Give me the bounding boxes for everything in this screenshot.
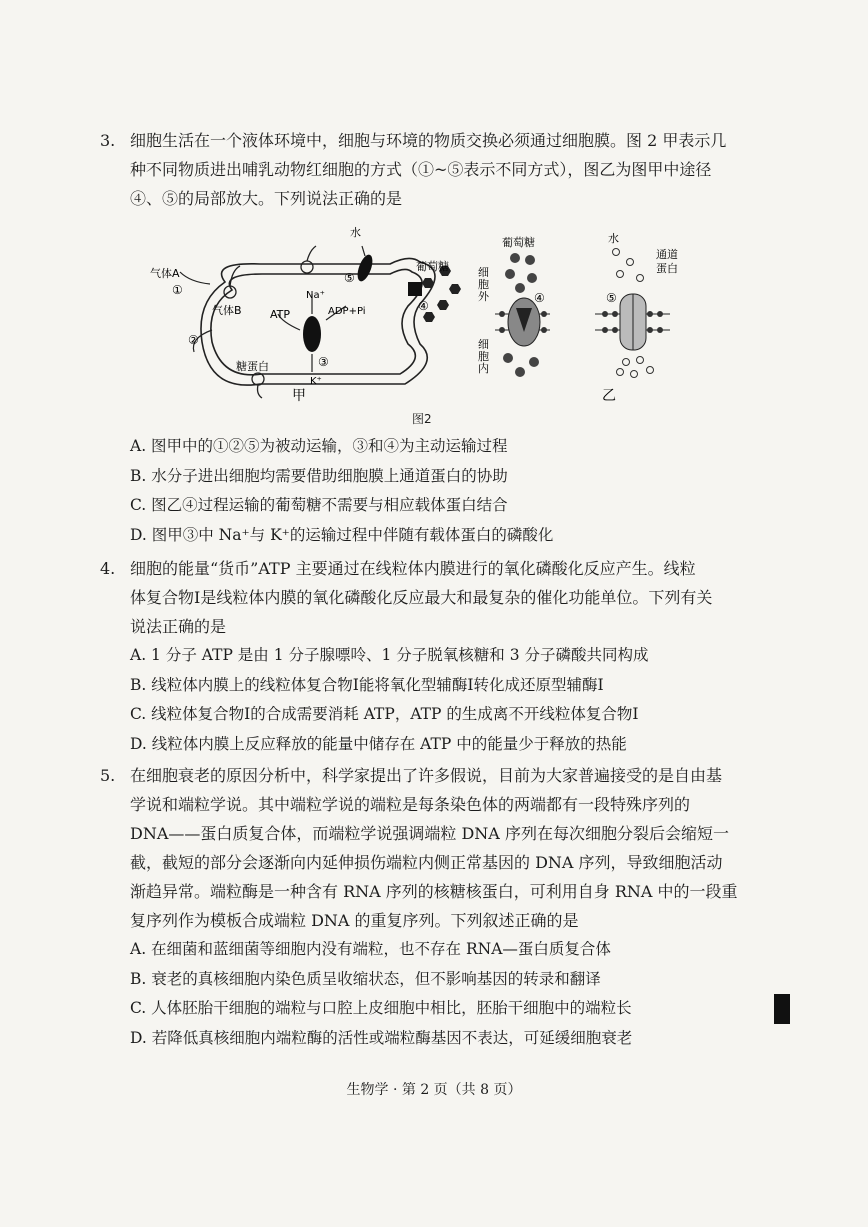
page-footer: 生物学 · 第 2 页（共 8 页） [346,1082,522,1098]
inside-char: 内 [478,362,489,375]
question-stem-line: 在细胞衰老的原因分析中，科学家提出了许多假说，目前为大家普遍接受的是自由基 [130,766,723,785]
panel-jia-label: 甲 [292,388,306,404]
circle-4-label: ④ [418,299,429,313]
question-stem-line: 渐趋异常。端粒酶是一种含有 RNA 序列的核糖核蛋白，可利用自身 RNA 中的一段重 [130,882,738,901]
glucose-label: 葡萄糖 [416,260,449,273]
option-c: C. 线粒体复合物Ⅰ的合成需要消耗 ATP，ATP 的生成离不开线粒体复合物Ⅰ [130,705,639,723]
yi-circle-4-label: ④ [534,291,545,305]
question-number: 3. [100,131,116,150]
question-stem-line: DNA——蛋白质复合体，而端粒学说强调端粒 DNA 序列在每次细胞分裂后会缩短一 [130,824,729,843]
question-stem-line: 说法正确的是 [130,617,227,636]
inside-char: 细 [478,338,489,351]
channel-label: 蛋白 [656,262,678,275]
outside-char: 外 [478,290,489,303]
question-3 [100,126,740,213]
k-label: K⁺ [310,376,322,387]
gas-a-label: 气体A [150,267,180,280]
membrane-transport-diagram [150,222,690,422]
question-stem-line: 体复合物Ⅰ是线粒体内膜的氧化磷酸化反应最大和最复杂的催化功能单位。下列有关 [130,588,713,607]
question-stem-line: 细胞生活在一个液体环境中，细胞与环境的物质交换必须通过细胞膜。图 2 甲表示几 [130,131,727,150]
option-b: B. 衰老的真核细胞内染色质呈收缩状态，但不影响基因的转录和翻译 [130,969,601,988]
option-a: A. 图甲中的①②⑤为被动运输，③和④为主动运输过程 [130,437,508,455]
yi-glucose-label: 葡萄糖 [502,236,535,249]
option-c: C. 人体胚胎干细胞的端粒与口腔上皮细胞中相比，胚胎干细胞中的端粒长 [130,999,632,1017]
outside-char: 胞 [478,278,489,291]
question-stem-line: ④、⑤的局部放大。下列说法正确的是 [130,189,403,208]
circle-1-label: ① [172,283,183,297]
channel-label: 通道 [656,248,678,261]
circle-3-label: ③ [318,355,329,369]
question-number: 4. [100,559,116,578]
yi-circle-5-label: ⑤ [606,291,617,305]
inside-char: 胞 [478,350,489,363]
question-stem-line: 细胞的能量“货币”ATP 主要通过在线粒体内膜进行的氧化磷酸化反应产生。线粒 [130,559,696,578]
option-a: A. 在细菌和蓝细菌等细胞内没有端粒，也不存在 RNA—蛋白质复合体 [130,940,611,958]
yi-water-label: 水 [608,232,619,245]
question-stem-line: 种不同物质进出哺乳动物红细胞的方式（①~⑤表示不同方式），图乙为图甲中途径 [130,160,712,179]
question-number: 5. [100,766,116,785]
option-b: B. 线粒体内膜上的线粒体复合物Ⅰ能将氧化型辅酶Ⅰ转化成还原型辅酶Ⅰ [130,675,604,694]
outside-char: 细 [478,266,489,279]
circle-2-label: ② [188,333,199,347]
na-label: Na⁺ [306,290,325,301]
question-3-options [100,432,740,550]
question-4 [100,554,740,759]
question-5 [100,761,740,1053]
option-a: A. 1 分子 ATP 是由 1 分子腺嘌呤、1 分子脱氧核糖和 3 分子磷酸共同构成 [130,646,649,664]
figure-caption: 图2 [412,412,432,426]
option-d: D. 若降低真核细胞内端粒酶的活性或端粒酶基因不表达，可延缓细胞衰老 [130,1028,633,1047]
page-edge-marker [774,994,790,1024]
option-d: D. 图甲③中 Na⁺与 K⁺的运输过程中伴随有载体蛋白的磷酸化 [130,525,554,544]
option-b: B. 水分子进出细胞均需要借助细胞膜上通道蛋白的协助 [130,466,508,485]
water-label: 水 [350,226,361,239]
adp-label: ADP+Pi [328,306,366,317]
question-stem-line: 复序列作为模板合成端粒 DNA 的重复序列。下列叙述正确的是 [130,911,579,930]
atp-label: ATP [270,308,291,321]
option-d: D. 线粒体内膜上反应释放的能量中储存在 ATP 中的能量少于释放的热能 [130,734,627,753]
option-c: C. 图乙④过程运输的葡萄糖不需要与相应载体蛋白结合 [130,496,508,514]
glycoprotein-label: 糖蛋白 [236,360,269,373]
figure-2 [150,222,690,422]
circle-5-label: ⑤ [344,271,355,285]
question-stem-line: 截，截短的部分会逐渐向内延伸损伤端粒内侧正常基因的 DNA 序列，导致细胞活动 [130,853,723,872]
question-stem-line: 学说和端粒学说。其中端粒学说的端粒是每条染色体的两端都有一段特殊序列的 [130,795,691,814]
gas-b-label: 气体B [212,304,242,317]
panel-yi-label: 乙 [602,388,616,404]
